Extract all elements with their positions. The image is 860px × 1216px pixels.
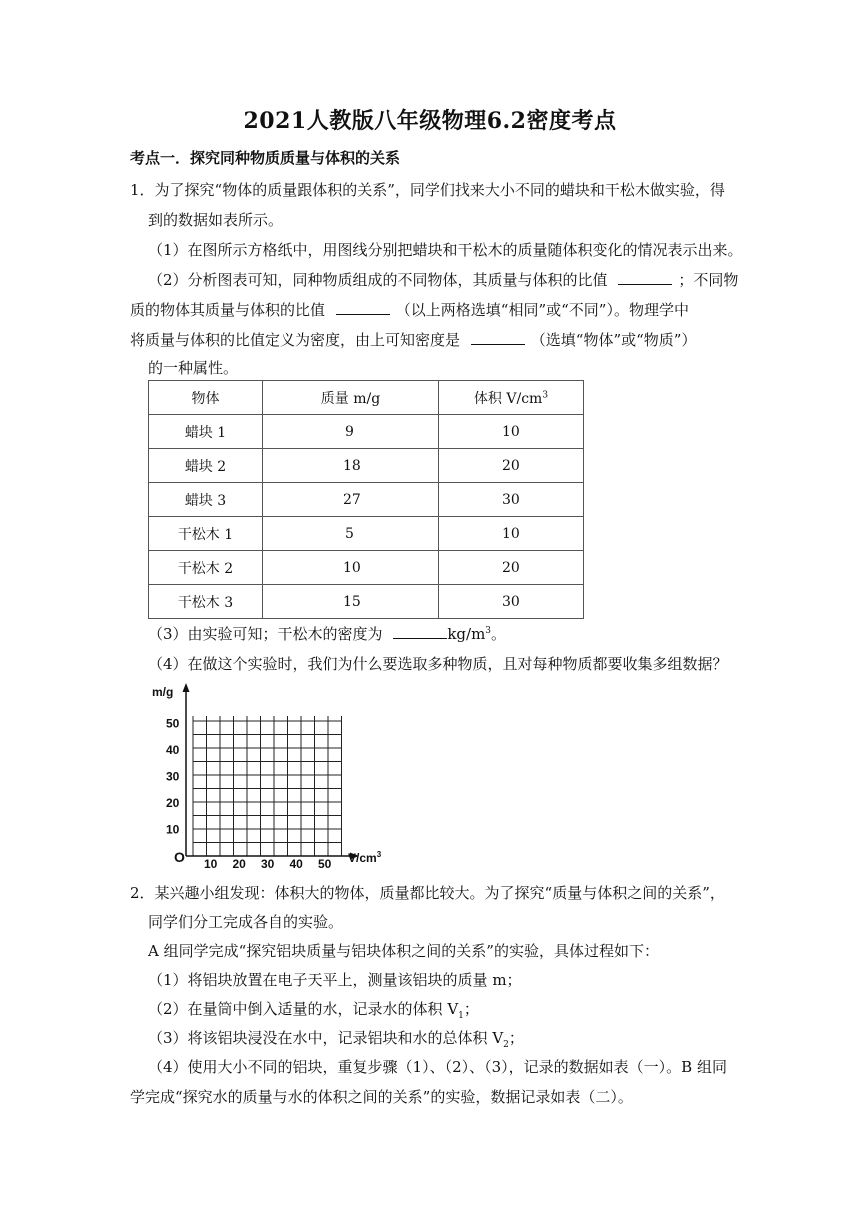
- cell-value: 10: [343, 559, 361, 576]
- table-row: [149, 483, 584, 517]
- y-axis-label: m/g: [152, 685, 174, 699]
- table-cell: [439, 585, 584, 619]
- cell-value: 30: [502, 593, 520, 610]
- answer-blank-3[interactable]: [471, 330, 525, 345]
- text-segment: 将质量与体积的比值定义为密度，由上可知密度是: [130, 331, 461, 349]
- text-segment: （3）将该铝块浸没在水中，记录铝块和水的总体积 V: [148, 1029, 504, 1047]
- text-segment: （选填“物体”或“物质”）: [530, 331, 697, 349]
- table-row: [149, 449, 584, 483]
- x-tick-label: 50: [318, 857, 332, 871]
- x-axis-label-text: V/cm: [348, 851, 377, 865]
- table-cell: [439, 449, 584, 483]
- text-segment: ；不同物: [678, 271, 739, 289]
- question-1-part-2-line-1: [148, 270, 738, 290]
- table-header-object: 物体: [149, 381, 263, 415]
- question-2-step-4-line-2: 学完成“探究水的质量与水的体积之间的关系”的实验，数据记录如表（二）。: [130, 1088, 633, 1106]
- cell-value: 5: [345, 525, 354, 542]
- y-tick-label: 50: [166, 716, 180, 731]
- text-segment: kg/m: [447, 625, 486, 643]
- text-segment: 。: [491, 625, 507, 643]
- table-row: [149, 551, 584, 585]
- table-cell: [439, 483, 584, 517]
- table-cell: 干松木 1: [149, 517, 263, 551]
- answer-blank-1[interactable]: [618, 270, 672, 285]
- table-cell: [263, 517, 439, 551]
- table-cell: [263, 415, 439, 449]
- cell-value: 9: [345, 423, 354, 440]
- table-cell: [439, 415, 584, 449]
- question-2-step-4-line-1: （4）使用大小不同的铝块，重复步骤（1）、（2）、（3），记录的数据如表（一）。B 组同: [148, 1058, 727, 1076]
- table-cell: [439, 517, 584, 551]
- cell-value: 27: [343, 491, 361, 508]
- text-segment: （3）由实验可知；干松木的密度为: [148, 625, 383, 643]
- y-tick-labels: [166, 717, 180, 837]
- table-row: [149, 415, 584, 449]
- y-tick-label: 30: [166, 769, 180, 784]
- subscript: 1: [458, 1011, 464, 1021]
- y-axis-arrow: [183, 683, 190, 692]
- table-cell: 蜡块 1: [149, 415, 263, 449]
- text-segment: 体积 V/cm: [473, 390, 543, 407]
- data-table: [148, 380, 584, 619]
- cell-value: 18: [343, 457, 361, 474]
- table-cell: [263, 551, 439, 585]
- question-1-intro-line-1: 1．为了探究“物体的质量跟体积的关系”，同学们找来大小不同的蜡块和干松木做实验，得: [130, 181, 725, 199]
- table-cell: [263, 585, 439, 619]
- origin-label: O: [174, 849, 185, 865]
- cell-value: 15: [343, 593, 361, 610]
- x-axis-label-sup: 3: [376, 850, 382, 859]
- table-cell: 蜡块 3: [149, 483, 263, 517]
- question-1-part-4: （4）在做这个实验时，我们为什么要选取多种物质，且对每种物质都要收集多组数据？: [148, 655, 728, 673]
- y-tick-label: 20: [166, 796, 180, 810]
- grid: [193, 716, 342, 856]
- cell-value: 10: [502, 525, 520, 542]
- text-segment: （2）分析图表可知，同种物质组成的不同物体，其质量与体积的比值: [148, 271, 608, 289]
- superscript: 3: [485, 626, 492, 636]
- cell-value: 10: [502, 423, 520, 440]
- text-segment: （以上两格选填“相同”或“不同”）。物理学中: [395, 301, 689, 319]
- question-1-part-2-line-2: [130, 300, 689, 320]
- table-row: [149, 517, 584, 551]
- y-tick-label: 40: [166, 743, 180, 757]
- table-header-volume: [439, 381, 584, 415]
- question-2-step-2: [148, 999, 479, 1019]
- question-2-line-2: 同学们分工完成各自的实验。: [148, 913, 344, 931]
- table-header-row: [149, 381, 584, 415]
- text-segment: ；: [508, 1029, 524, 1047]
- table-cell: [439, 551, 584, 585]
- x-tick-label: 20: [232, 857, 246, 871]
- text-segment: 质的物体其质量与体积的比值: [130, 301, 326, 319]
- text-segment: ；: [463, 1000, 479, 1018]
- y-tick-label: 10: [166, 822, 180, 837]
- page-title: 2021人教版八年级物理6.2密度考点: [243, 108, 617, 134]
- cell-value: 20: [502, 457, 520, 474]
- answer-blank-2[interactable]: [336, 300, 390, 315]
- x-axis-label: [348, 850, 382, 865]
- subscript: 2: [503, 1040, 509, 1050]
- question-1-part-1: （1）在图所示方格纸中，用图线分别把蜡块和干松木的质量随体积变化的情况表示出来。: [148, 241, 743, 259]
- grid-paper-graph: [148, 680, 398, 872]
- table-cell: [263, 449, 439, 483]
- text-segment: （2）在量筒中倒入适量的水，记录水的体积 V: [148, 1000, 459, 1018]
- question-2-line-3: A 组同学完成“探究铝块质量与铝块体积之间的关系”的实验，具体过程如下：: [148, 942, 659, 960]
- table-cell: [263, 483, 439, 517]
- table-cell: 干松木 3: [149, 585, 263, 619]
- cell-value: 30: [502, 491, 520, 508]
- table-cell: 干松木 2: [149, 551, 263, 585]
- question-2-step-1: （1）将铝块放置在电子天平上，测量该铝块的质量 m；: [148, 971, 522, 989]
- table-cell: 蜡块 2: [149, 449, 263, 483]
- table-header-mass: 质量 m/g: [263, 381, 439, 415]
- answer-blank-4[interactable]: [393, 624, 447, 639]
- x-tick-label: 40: [289, 857, 303, 871]
- x-tick-label: 10: [204, 857, 218, 871]
- section-heading: 考点一．探究同种物质质量与体积的关系: [130, 149, 401, 167]
- cell-value: 20: [502, 559, 520, 576]
- superscript: 3: [542, 389, 549, 400]
- table-row: [149, 585, 584, 619]
- question-1-intro-line-2: 到的数据如表所示。: [148, 211, 284, 229]
- question-1-part-2-line-3: [130, 330, 696, 350]
- x-tick-label: 30: [261, 857, 275, 871]
- question-2-line-1: 2．某兴趣小组发现：体积大的物体，质量都比较大。为了探究“质量与体积之间的关系”，: [130, 884, 725, 902]
- question-1-part-3: [148, 624, 506, 644]
- question-2-step-3: [148, 1028, 524, 1048]
- x-tick-labels: [204, 857, 332, 871]
- question-1-part-2-line-4: 的一种属性。: [148, 359, 239, 377]
